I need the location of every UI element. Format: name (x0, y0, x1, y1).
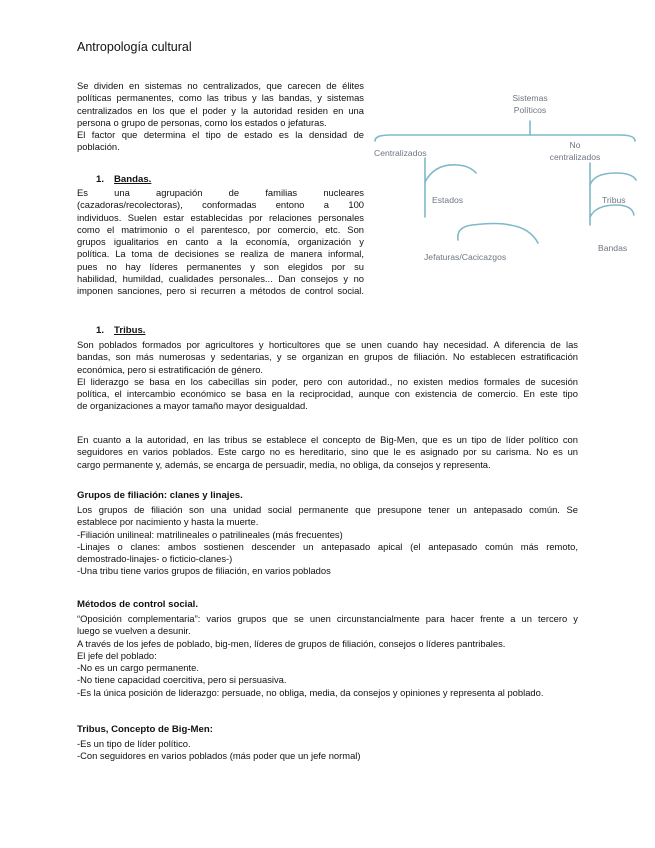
root-label: Políticos (513, 105, 547, 115)
intro-line: políticas permanentes, como las tribus y las bandas, y sistemas (77, 92, 364, 104)
estados-label: Estados (432, 195, 464, 205)
tribus-line: política, el intercambio económico se basa en la reciprocidad, aunque con existencia de comercio. En este tipo (77, 388, 578, 400)
grupos-paragraph (77, 504, 578, 578)
metodos-line: -No es un cargo permanente. (77, 662, 199, 674)
intro-line: persona o grupo de personas, como los estados o jefaturas. (77, 116, 327, 128)
bandas-heading: 1. Bandas. (96, 174, 152, 185)
metodos-line: -Es la única posición de liderazgo: persuade, no obliga, media, da consejos y opiniones y representa al poblado. (77, 686, 544, 698)
tribus-line: cargo permanente y, además, se encarga de persuadir, media, no obliga, da consejos y representa. (77, 458, 491, 470)
bigmen-heading: Tribus, Concepto de Big-Men: (77, 724, 213, 735)
bandas-line: habilidad, humildad, cualidades personales... Dan consejos y no (77, 273, 364, 285)
grupos-line: -Linajes o clanes: ambos sostienen descender un antepasado apical (el antepasado común más remoto, (77, 540, 578, 552)
metodos-line: A través de los jefes de poblado, big-men, líderes de grupos de filiación, consejos o líderes pantribales. (77, 637, 506, 649)
bandas-label: Bandas (598, 243, 628, 253)
bigmen-line: -Es un tipo de líder político. (77, 738, 191, 749)
bandas-line: política. La toma de decisiones se realiza de manera informal, (77, 248, 364, 260)
tribus-line: de organizaciones a mayor tamaño mayor desigualdad. (77, 400, 308, 412)
tribus-line: bandas, son más numerosas y sedentarias, y se organizan en grupos de filiación. No establecen estratificación (77, 351, 578, 363)
grupos-line: -Una tribu tiene varios grupos de filiación, en varios poblados (77, 565, 331, 577)
intro-line: centralizados en los que el poder y la autoridad residen en una (77, 104, 364, 116)
bandas-line: (cazadoras/recolectoras), conformadas entono a 100 (77, 199, 364, 211)
tribus-heading: 1. Tribus. (96, 325, 146, 336)
centralizados-label: Centralizados (374, 148, 427, 158)
political-systems-diagram (370, 85, 640, 275)
tribus-line: Son poblados formados por agricultores y horticultores que se unen cuando hay necesidad. A diferencia de las (77, 339, 578, 350)
grupos-line: establece por nacimiento y hasta la muerte. (77, 516, 259, 528)
tribus-line: económica, pero si estratificación de género. (77, 363, 264, 375)
bigmen-paragraph (77, 738, 578, 763)
no-centralizados-label: centralizados (549, 152, 601, 162)
bandas-line: individuos. Suelen estar establecidas por relaciones personales (77, 211, 364, 223)
bigmen-line: -Con seguidores en varios poblados (más poder que un jefe normal) (77, 750, 361, 762)
intro-paragraph (77, 80, 364, 154)
top-branch (375, 135, 635, 141)
metodos-heading: Métodos de control social. (77, 599, 199, 610)
grupos-line: Los grupos de filiación son una unidad social permanente que presupone tener un antepasado común. Se (77, 504, 578, 515)
tribus-paragraph-3 (77, 434, 578, 471)
root-label: Sistemas (512, 93, 548, 103)
jefaturas-label: Jefaturas/Cacicazgos (424, 252, 507, 262)
bandas-line: como el matrimonio o el parentesco, por comercio, etc. Son (77, 223, 364, 235)
bandas-paragraph (77, 187, 364, 298)
bandas-arc (590, 205, 634, 217)
grupos-line: demostrado-linajes- o ficticio-clanes-) (77, 553, 233, 565)
estados-arc (425, 165, 476, 182)
metodos-line: luego se vuelven a desunir. (77, 625, 191, 637)
tribus-label: Tribus (602, 195, 626, 205)
grupos-line: -Filiación unilineal: matrilineales o patrilineales (más frecuentes) (77, 528, 343, 540)
grupos-heading: Grupos de filiación: clanes y linajes. (77, 490, 243, 501)
bandas-line: grupos igualitarios en canto a la economía, organización y (77, 236, 364, 248)
intro-line: población. (77, 141, 120, 153)
no-centralizados-label: No (569, 140, 581, 150)
metodos-paragraph (77, 613, 578, 699)
bandas-line: pues no hay líderes permanentes y son elegidos por su (77, 260, 364, 272)
tribus-line: En cuanto a la autoridad, en las tribus se establece el concepto de Big-Men, que es un tipo de líder político con (77, 434, 578, 445)
tribus-paragraph-1 (77, 339, 578, 413)
tribus-arc (590, 173, 636, 185)
metodos-line: -No tiene capacidad coercitiva, pero si persuasiva. (77, 674, 287, 686)
metodos-line: El jefe del poblado: (77, 649, 157, 661)
bandas-line: Es una agrupación de familias nucleares (77, 187, 364, 198)
jefaturas-arc (458, 224, 538, 244)
tribus-line: seguidores en varios poblados. Este cargo no es hereditario, sino que le es asignado por su carisma. No es un (77, 446, 578, 458)
document-title: Antropología cultural (77, 40, 192, 54)
metodos-line: “Oposición complementaria”: varios grupos que se unen circunstancialmente para hacer frente a un tercero y (77, 613, 578, 624)
tribus-line: El liderazgo se basa en los cabecillas sin poder, pero con autoridad., no existen medios formales de sucesión (77, 375, 578, 387)
bandas-line: imponen sanciones, pero si recurren a métodos de control social. (77, 285, 364, 297)
intro-line: Se dividen en sistemas no centralizados, que carecen de élites (77, 80, 364, 91)
intro-line: El factor que determina el tipo de estado es la densidad de (77, 129, 364, 141)
